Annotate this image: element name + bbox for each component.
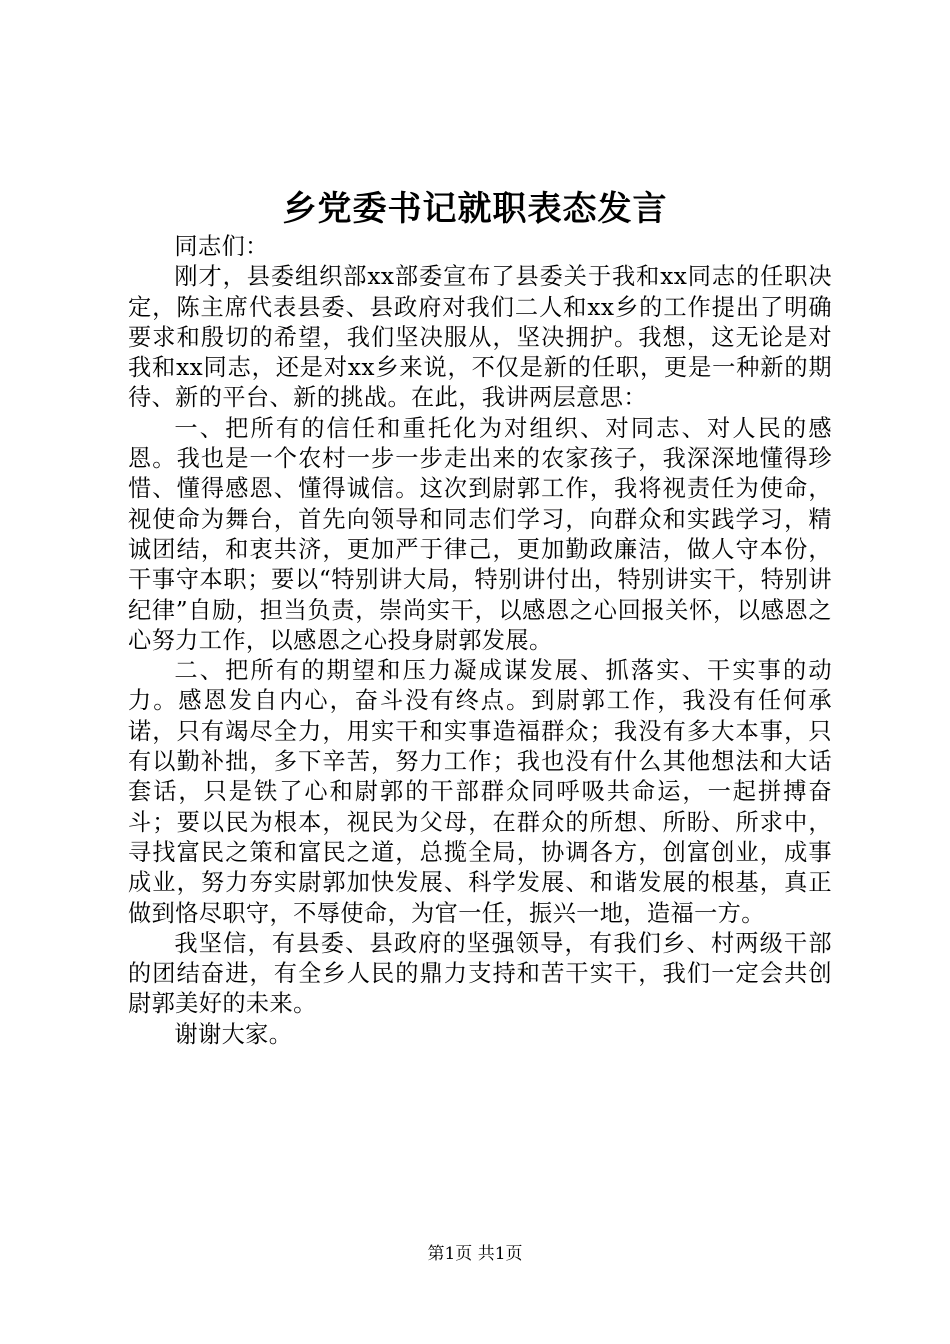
intro-paragraph: 刚才，县委组织部xx部委宣布了县委关于我和xx同志的任职决定，陈主席代表县委、县政府对我们二人和xx乡的工作提出了明确要求和殷切的希望，我们坚决服从，坚决拥护。我想，这无论是对我和xx同志，还是对xx乡来说，不仅是新的任职，更是一种新的期待、新的平台、新的挑战。在此，我讲两层意思： [128,263,832,412]
closing-paragraph: 谢谢大家。 [174,1020,293,1048]
document-title: 乡党委书记就职表态发言 [282,189,668,229]
point-two-paragraph: 二、把所有的期望和压力凝成谋发展、抓落实、干实事的动力。感恩发自内心，奋斗没有终点。到尉郭工作，我没有任何承诺，只有竭尽全力，用实干和实事造福群众；我没有多大本事，只有以勤补拙，多下辛苦，努力工作；我也没有什么其他想法和大话套话，只是铁了心和尉郭的干部群众同呼吸共命运，一起拼搏奋斗；要以民为根本，视民为父母，在群众的所想、所盼、所求中，寻找富民之策和富民之道，总揽全局，协调各方，创富创业，成事成业，努力夯实尉郭加快发展、科学发展、和谐发展的根基，真正做到恪尽职守，不辱使命，为官一任，振兴一地，造福一方。 [128,657,832,927]
point-one-paragraph: 一、把所有的信任和重托化为对组织、对同志、对人民的感恩。我也是一个农村一步一步走出来的农家孩子，我深深地懂得珍惜、懂得感恩、懂得诚信。这次到尉郭工作，我将视责任为使命，视使命为舞台，首先向领导和同志们学习，向群众和实践学习，精诚团结，和衷共济，更加严于律己，更加勤政廉洁，做人守本份，干事守本职；要以“特别讲大局，特别讲付出，特别讲实干，特别讲纪律”自励，担当负责，崇尚实干，以感恩之心回报关怀，以感恩之心努力工作，以感恩之心投身尉郭发展。 [128,414,832,654]
page-number-footer: 第1页 共1页 [427,1244,523,1264]
salutation-paragraph: 同志们： [174,233,269,260]
document-body [128,232,832,1050]
conclusion-paragraph: 我坚信，有县委、县政府的坚强领导，有我们乡、村两级干部的团结奋进，有全乡人民的鼎力支持和苦干实干，我们一定会共创尉郭美好的未来。 [128,929,832,1018]
